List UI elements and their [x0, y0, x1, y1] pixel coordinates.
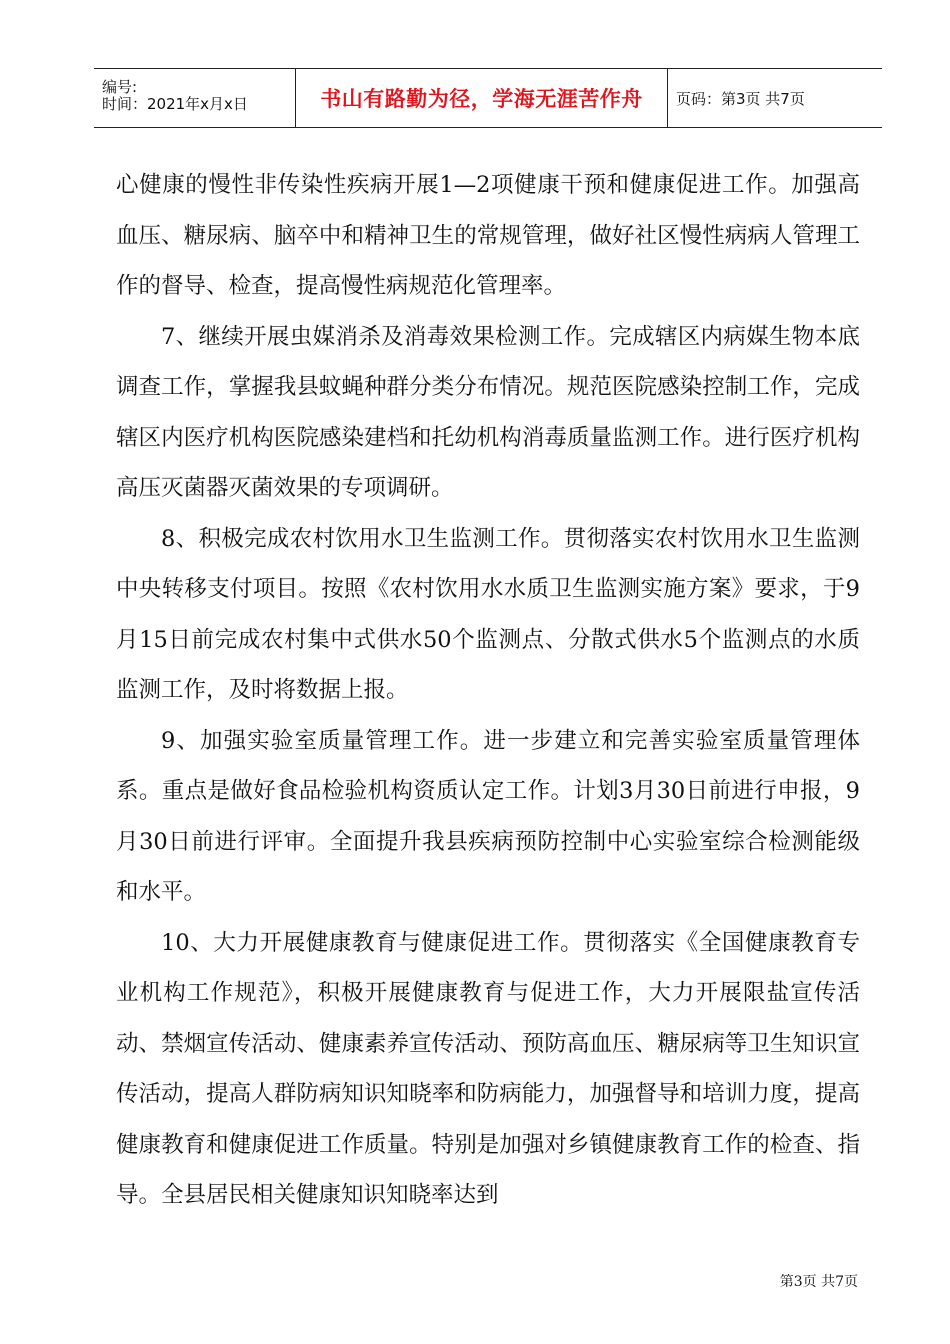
- document-header: [94, 68, 882, 128]
- header-page-label: 页码：第3页 共7页: [676, 89, 805, 108]
- document-body: [116, 160, 860, 1221]
- document-time-label: 时间：2021年x月x日: [102, 95, 248, 113]
- paragraph-continuation: 心健康的慢性非传染性疾病开展1—2项健康干预和健康促进工作。加强高血压、糖尿病、脑卒中和精神卫生的常规管理，做好社区慢性病病人管理工作的督导、检查，提高慢性病规范化管理率。: [116, 172, 860, 299]
- document-number-label: 编号:: [102, 78, 138, 96]
- paragraph-item-8: 8、积极完成农村饮用水卫生监测工作。贯彻落实农村饮用水卫生监测中央转移支付项目。按照《农村饮用水水质卫生监测实施方案》要求，于9月15日前完成农村集中式供水50个监测点、分散式供水5个监测点的水质监测工作，及时将数据上报。: [116, 525, 860, 703]
- header-meta-cell: [94, 69, 296, 127]
- page-footer: 第3页 共7页: [779, 1274, 858, 1290]
- paragraph-item-10: 10、大力开展健康教育与健康促进工作。贯彻落实《全国健康教育专业机构工作规范》，积极开展健康教育与促进工作，大力开展限盐宣传活动、禁烟宣传活动、健康素养宣传活动、预防高血压、糖尿病等卫生知识宣传活动，提高人群防病知识知晓率和防病能力，加强督导和培训力度，提高健康教育和健康促进工作质量。特别是加强对乡镇健康教育工作的检查、指导。全县居民相关健康知识知晓率达到: [116, 929, 860, 1208]
- header-motto: 书山有路勤为径，学海无涯苦作舟: [320, 87, 643, 111]
- paragraph-item-7: 7、继续开展虫媒消杀及消毒效果检测工作。完成辖区内病媒生物本底调查工作，掌握我县蚊蝇种群分类分布情况。规范医院感染控制工作，完成辖区内医疗机构医院感染建档和托幼机构消毒质量监测工作。进行医疗机构高压灭菌器灭菌效果的专项调研。: [116, 323, 860, 501]
- paragraph-item-9: 9、加强实验室质量管理工作。进一步建立和完善实验室质量管理体系。重点是做好食品检验机构资质认定工作。计划3月30日前进行申报，9月30日前进行评审。全面提升我县疾病预防控制中心实验室综合检测能级和水平。: [116, 727, 860, 905]
- header-page-cell: [668, 69, 882, 127]
- header-motto-cell: [296, 69, 668, 127]
